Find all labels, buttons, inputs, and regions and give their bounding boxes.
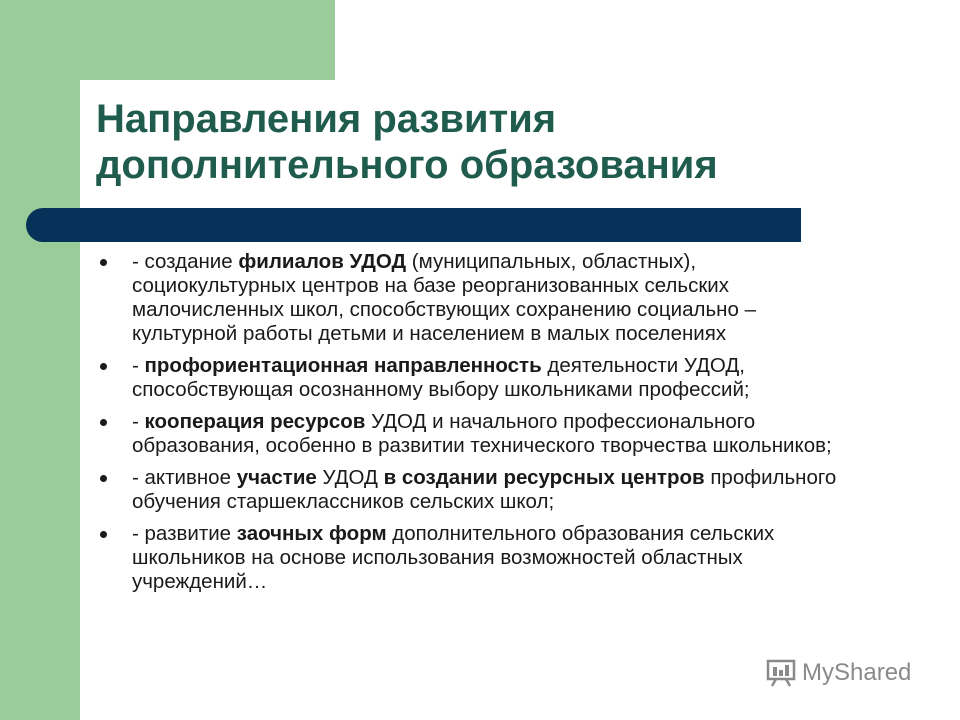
bullet-dot-icon xyxy=(100,363,107,370)
bullet-bold-text: в создании ресурсных центров xyxy=(383,466,705,489)
bullet-item xyxy=(100,466,860,514)
bullet-item xyxy=(100,354,860,402)
bullet-dot-icon xyxy=(100,419,107,426)
green-side-band xyxy=(0,0,80,720)
bullet-dot-icon xyxy=(100,531,107,538)
bullet-text: - xyxy=(132,410,145,433)
bullet-list xyxy=(100,250,860,602)
bullet-bold-text: заочных форм xyxy=(236,522,387,545)
bullet-text: - создание xyxy=(132,250,239,273)
myshared-watermark xyxy=(766,656,911,690)
bullet-text: - развитие xyxy=(132,522,237,545)
bullet-item xyxy=(100,522,860,594)
bullet-text: (муниципальных, областных), социокультурных центров на базе реорганизованных сельских малочисленных школ, способствующих сохранению социально – культурной работы детьми и населением в малых поселениях xyxy=(132,250,756,345)
bullet-text: УДОД xyxy=(316,466,384,489)
bullet-dot-icon xyxy=(100,475,107,482)
bullet-text: - активное xyxy=(132,466,237,489)
bullet-bold-text: профориентационная направленность xyxy=(144,354,542,377)
slide-title-line-2: дополнительного образования xyxy=(96,143,718,187)
slide-title-line-1: Направления развития xyxy=(96,97,557,141)
bullet-text: профильного обучения старшеклассников сельских школ; xyxy=(132,466,837,513)
title-divider-bar xyxy=(26,208,801,242)
bullet-text: УДОД и начального профессионального образования, особенно в развитии технического творчества школьников; xyxy=(132,410,832,457)
bullet-bold-text: кооперация ресурсов xyxy=(144,410,366,433)
bullet-dot-icon xyxy=(100,259,107,266)
presentation-board-icon xyxy=(766,658,796,688)
slide-title xyxy=(96,96,856,188)
bullet-item xyxy=(100,410,860,458)
bullet-text: дополнительного образования сельских школьников на основе использования возможностей областных учреждений… xyxy=(132,522,775,593)
bullet-bold-text: участие xyxy=(236,466,317,489)
bullet-item xyxy=(100,250,860,346)
bullet-bold-text: филиалов УДОД xyxy=(238,250,407,273)
bullet-text: деятельности УДОД, способствующая осознанному выбору школьниками профессий; xyxy=(132,354,750,401)
watermark-text: MyShared xyxy=(802,659,912,686)
bullet-text: - xyxy=(132,354,145,377)
green-top-band xyxy=(0,0,335,80)
